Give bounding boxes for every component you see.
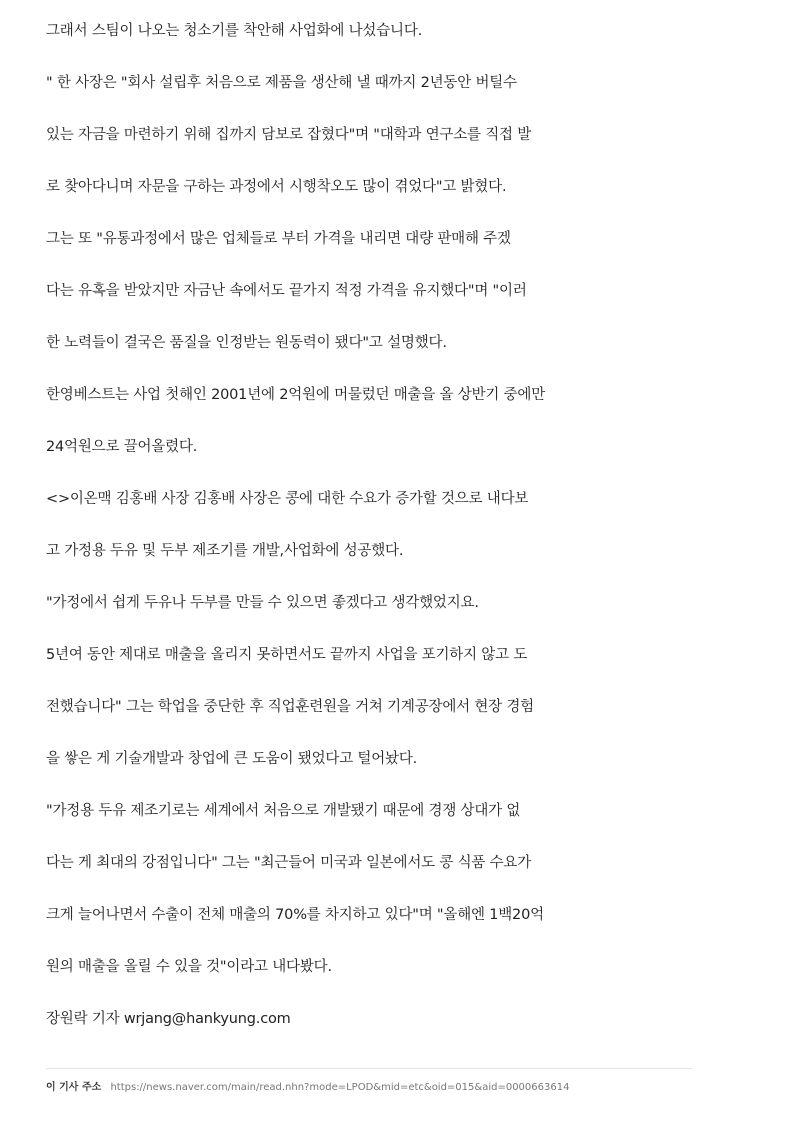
article-line: 한 노력들이 결국은 품질을 인정받는 원동력이 됐다"고 설명했다. <box>46 335 447 351</box>
article-line: "가정용 두유 제조기로는 세계에서 처음으로 개발됐기 때문에 경쟁 상대가 없 <box>46 803 521 819</box>
article-line: 24억원으로 끌어올렸다. <box>46 439 198 455</box>
article-line: 그는 또 "유통과정에서 많은 업체들로 부터 가격을 내리면 대량 판매해 주겠 <box>46 231 511 247</box>
article-line: 한영베스트는 사업 첫해인 2001년에 2억원에 머물렀던 매출을 올 상반기 중에만 <box>46 387 546 403</box>
source-url-link[interactable]: https://news.naver.com/main/read.nhn?mode=LPOD&mid=etc&oid=015&aid=0000663614 <box>110 1082 570 1093</box>
footer-divider <box>46 1068 692 1069</box>
article-line: "가정에서 쉽게 두유나 두부를 만들 수 있으면 좋겠다고 생각했었지요. <box>46 595 479 611</box>
source-label: 이 기사 주소 <box>46 1082 102 1093</box>
article-source <box>46 1081 569 1095</box>
article-line: " 한 사장은 "회사 설립후 처음으로 제품을 생산해 낼 때까지 2년동안 버틸수 <box>46 75 517 91</box>
article-line: 을 쌓은 게 기술개발과 창업에 큰 도움이 됐었다고 털어놨다. <box>46 751 418 767</box>
article-line: 다는 게 최대의 강점입니다" 그는 "최근들어 미국과 일본에서도 콩 식품 수요가 <box>46 855 532 871</box>
article-line: 고 가정용 두유 및 두부 제조기를 개발,사업화에 성공했다. <box>46 543 404 559</box>
article-line: <>이온맥 김홍배 사장 김홍배 사장은 콩에 대한 수요가 증가할 것으로 내다보 <box>46 491 529 507</box>
article-line: 다는 유혹을 받았지만 자금난 속에서도 끝가지 적정 가격을 유지했다"며 "이러 <box>46 283 527 299</box>
article-line: 크게 늘어나면서 수출이 전체 매출의 70%를 차지하고 있다"며 "올해엔 1백20억 <box>46 907 544 923</box>
article-line: 있는 자금을 마련하기 위해 집까지 담보로 잡혔다"며 "대학과 연구소를 직접 발 <box>46 127 532 143</box>
article-line: 5년여 동안 제대로 매출을 올리지 못하면서도 끝까지 사업을 포기하지 않고 도 <box>46 647 528 663</box>
article-body <box>46 18 746 1058</box>
byline: 장원락 기자 wrjang@hankyung.com <box>46 1011 291 1027</box>
article-line: 원의 매출을 올릴 수 있을 것"이라고 내다봤다. <box>46 959 332 975</box>
article-line: 로 찾아다니며 자문을 구하는 과정에서 시행착오도 많이 겪었다"고 밝혔다. <box>46 179 507 195</box>
article-line: 그래서 스팀이 나오는 청소기를 착안해 사업화에 나섰습니다. <box>46 23 423 39</box>
article-line: 전했습니다" 그는 학업을 중단한 후 직업훈련원을 거쳐 기계공장에서 현장 경험 <box>46 699 534 715</box>
